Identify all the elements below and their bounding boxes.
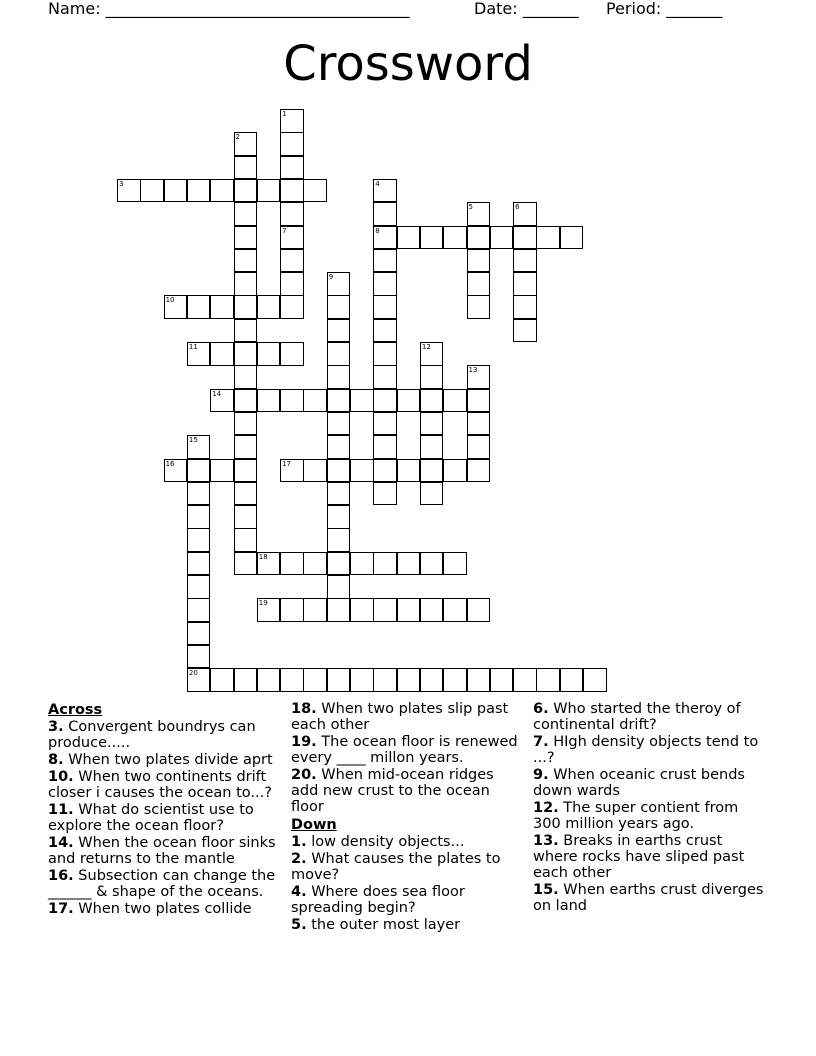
grid-cell[interactable] xyxy=(234,319,258,343)
grid-cell[interactable] xyxy=(350,552,374,576)
grid-cell[interactable] xyxy=(513,226,537,250)
cell-number: 4 xyxy=(375,179,380,188)
grid-cell[interactable] xyxy=(373,598,397,622)
clue-down-5: 5. the outer most layer xyxy=(291,917,461,933)
cell-number: 10 xyxy=(165,296,175,305)
clue-across-14: 14. When the ocean floor sinks and returns to the mantle xyxy=(48,835,276,867)
grid-cell[interactable] xyxy=(327,319,351,343)
grid-cell[interactable] xyxy=(467,365,491,389)
down-heading: Down xyxy=(291,817,337,833)
grid-cell[interactable] xyxy=(187,552,211,576)
cell-number: 3 xyxy=(119,179,124,188)
grid-cell[interactable] xyxy=(140,179,164,203)
grid-cell[interactable] xyxy=(327,459,351,483)
grid-cell[interactable] xyxy=(303,552,327,576)
grid-cell[interactable] xyxy=(234,365,258,389)
grid-cell[interactable] xyxy=(443,552,467,576)
grid-cell[interactable] xyxy=(257,342,281,366)
grid-cell[interactable] xyxy=(327,482,351,506)
grid-cell[interactable] xyxy=(327,575,351,599)
grid-cell[interactable] xyxy=(327,435,351,459)
clue-across-19: 19. The ocean floor is renewed every ____ millon years. xyxy=(291,734,518,766)
cell-number: 16 xyxy=(165,459,175,468)
cell-number: 5 xyxy=(468,203,473,212)
grid-cell[interactable] xyxy=(420,552,444,576)
grid-cell[interactable] xyxy=(373,342,397,366)
grid-cell[interactable] xyxy=(210,389,234,413)
clue-down-7: 7. HIgh density objects tend to ...? xyxy=(533,734,759,766)
grid-cell[interactable] xyxy=(327,668,351,692)
grid-cell[interactable] xyxy=(234,272,258,296)
grid-cell[interactable] xyxy=(187,459,211,483)
grid-cell[interactable] xyxy=(373,202,397,226)
grid-cell[interactable] xyxy=(164,179,188,203)
grid-cell[interactable] xyxy=(583,668,607,692)
period-field-label[interactable]: Period: _______ xyxy=(606,0,723,18)
grid-cell[interactable] xyxy=(257,295,281,319)
grid-cell[interactable] xyxy=(373,319,397,343)
clue-across-8: 8. When two plates divide aprt xyxy=(48,752,273,768)
grid-cell[interactable] xyxy=(210,295,234,319)
cell-number: 12 xyxy=(421,343,431,351)
grid-cell[interactable] xyxy=(513,295,537,319)
grid-cell[interactable] xyxy=(513,249,537,273)
grid-cell[interactable] xyxy=(443,389,467,413)
grid-cell[interactable] xyxy=(327,598,351,622)
grid-cell[interactable] xyxy=(210,668,234,692)
grid-cell[interactable] xyxy=(187,622,211,646)
grid-cell[interactable] xyxy=(420,482,444,506)
grid-cell[interactable] xyxy=(280,389,304,413)
grid-cell[interactable] xyxy=(234,202,258,226)
grid-cell[interactable] xyxy=(420,365,444,389)
grid-cell[interactable] xyxy=(467,598,491,622)
grid-cell[interactable] xyxy=(397,459,421,483)
grid-cell[interactable] xyxy=(350,389,374,413)
grid-cell[interactable] xyxy=(303,598,327,622)
clue-across-16: 16. Subsection can change the ______ & shape of the oceans. xyxy=(48,868,276,900)
grid-cell[interactable] xyxy=(280,179,304,203)
grid-cell[interactable] xyxy=(280,459,304,483)
grid-cell[interactable] xyxy=(280,156,304,180)
grid-cell[interactable] xyxy=(210,342,234,366)
grid-cell[interactable] xyxy=(257,598,281,622)
clue-across-18: 18. When two plates slip past each other xyxy=(291,701,509,733)
clue-across-10: 10. When two continents drift closer i causes the ocean to...? xyxy=(48,769,272,801)
grid-cell[interactable] xyxy=(303,179,327,203)
grid-cell[interactable] xyxy=(280,249,304,273)
grid-cell[interactable] xyxy=(327,272,351,296)
date-field-label[interactable]: Date: _______ xyxy=(474,0,579,18)
cell-number: 15 xyxy=(188,436,198,445)
grid-cell[interactable] xyxy=(280,226,304,250)
grid-cell[interactable] xyxy=(280,132,304,156)
grid-cell[interactable] xyxy=(234,412,258,436)
grid-cell[interactable] xyxy=(536,226,560,250)
grid-cell[interactable] xyxy=(234,435,258,459)
grid-cell[interactable] xyxy=(187,528,211,552)
grid-cell[interactable] xyxy=(234,389,258,413)
clue-down-1: 1. low density objects... xyxy=(291,834,465,850)
grid-cell[interactable] xyxy=(513,272,537,296)
grid-cell[interactable] xyxy=(280,202,304,226)
grid-cell[interactable] xyxy=(420,226,444,250)
grid-cell[interactable] xyxy=(187,505,211,529)
grid-cell[interactable] xyxy=(187,435,211,459)
grid-cell[interactable] xyxy=(397,552,421,576)
grid-cell[interactable] xyxy=(373,365,397,389)
cell-number: 7 xyxy=(282,226,287,235)
grid-cell[interactable] xyxy=(397,668,421,692)
grid-cell[interactable] xyxy=(397,389,421,413)
grid-cell[interactable] xyxy=(234,226,258,250)
grid-cell[interactable] xyxy=(467,389,491,413)
clue-down-13: 13. Breaks in earths crust where rocks have sliped past each other xyxy=(533,833,745,881)
grid-cell[interactable] xyxy=(467,249,491,273)
clue-down-6: 6. Who started the theroy of continental drift? xyxy=(533,701,741,733)
grid-cell[interactable] xyxy=(373,179,397,203)
grid-cell[interactable] xyxy=(467,435,491,459)
cell-number: 17 xyxy=(282,459,292,468)
grid-cell[interactable] xyxy=(234,552,258,576)
cell-number: 19 xyxy=(258,599,268,608)
grid-cell[interactable] xyxy=(443,226,467,250)
clues-column-3 xyxy=(533,700,769,914)
grid-cell[interactable] xyxy=(350,459,374,483)
grid-cell[interactable] xyxy=(280,109,304,133)
grid-cell[interactable] xyxy=(164,295,188,319)
grid-cell[interactable] xyxy=(234,249,258,273)
grid-cell[interactable] xyxy=(373,249,397,273)
grid-cell[interactable] xyxy=(187,482,211,506)
grid-cell[interactable] xyxy=(373,459,397,483)
grid-cell[interactable] xyxy=(164,459,188,483)
cell-number: 2 xyxy=(235,133,240,142)
grid-cell[interactable] xyxy=(467,412,491,436)
grid-cell[interactable] xyxy=(187,295,211,319)
grid-cell[interactable] xyxy=(373,295,397,319)
grid-cell[interactable] xyxy=(373,482,397,506)
grid-cell[interactable] xyxy=(373,668,397,692)
grid-cell[interactable] xyxy=(560,226,584,250)
grid-cell[interactable] xyxy=(560,668,584,692)
grid-cell[interactable] xyxy=(373,552,397,576)
grid-cell[interactable] xyxy=(443,668,467,692)
grid-cell[interactable] xyxy=(257,552,281,576)
grid-cell[interactable] xyxy=(257,668,281,692)
grid-cell[interactable] xyxy=(420,435,444,459)
grid-cell[interactable] xyxy=(397,226,421,250)
clues-column-1 xyxy=(48,700,284,917)
clue-down-2: 2. What causes the plates to move? xyxy=(291,851,501,883)
clue-down-12: 12. The super contient from 300 million years ago. xyxy=(533,800,739,832)
grid-cell[interactable] xyxy=(234,132,258,156)
grid-cell[interactable] xyxy=(234,459,258,483)
grid-cell[interactable] xyxy=(350,668,374,692)
grid-cell[interactable] xyxy=(257,179,281,203)
grid-cell[interactable] xyxy=(327,505,351,529)
grid-cell[interactable] xyxy=(234,179,258,203)
grid-cell[interactable] xyxy=(373,272,397,296)
cell-number: 8 xyxy=(375,226,380,235)
cell-number: 11 xyxy=(188,343,198,351)
grid-cell[interactable] xyxy=(280,552,304,576)
across-heading: Across xyxy=(48,702,103,718)
grid-cell[interactable] xyxy=(234,668,258,692)
grid-cell[interactable] xyxy=(234,528,258,552)
clues-column-2 xyxy=(291,700,521,933)
grid-cell[interactable] xyxy=(280,342,304,366)
cell-number: 1 xyxy=(282,110,287,118)
grid-cell[interactable] xyxy=(513,319,537,343)
grid-cell[interactable] xyxy=(490,668,514,692)
grid-cell[interactable] xyxy=(467,272,491,296)
grid-cell[interactable] xyxy=(280,668,304,692)
grid-cell[interactable] xyxy=(234,342,258,366)
grid-cell[interactable] xyxy=(513,668,537,692)
grid-cell[interactable] xyxy=(187,179,211,203)
cell-number: 9 xyxy=(328,273,334,282)
grid-cell[interactable] xyxy=(467,202,491,226)
grid-cell[interactable] xyxy=(373,226,397,250)
cell-number: 20 xyxy=(188,669,198,678)
grid-cell[interactable] xyxy=(187,668,211,692)
cell-number: 18 xyxy=(258,552,268,561)
clue-down-4: 4. Where does sea floor spreading begin? xyxy=(291,884,465,916)
page-title: Crossword xyxy=(283,36,533,92)
grid-cell[interactable] xyxy=(210,179,234,203)
grid-cell[interactable] xyxy=(467,295,491,319)
grid-cell[interactable] xyxy=(187,342,211,366)
grid-cell[interactable] xyxy=(187,598,211,622)
grid-cell[interactable] xyxy=(327,365,351,389)
clue-down-9: 9. When oceanic crust bends down wards xyxy=(533,767,745,799)
name-field-label[interactable]: Name: ______________________________________ xyxy=(48,0,410,18)
cell-number: 14 xyxy=(212,389,222,398)
grid-cell[interactable] xyxy=(187,575,211,599)
clue-across-17: 17. When two plates collide xyxy=(48,901,252,917)
grid-cell[interactable] xyxy=(303,668,327,692)
grid-cell[interactable] xyxy=(117,179,141,203)
clue-across-20: 20. When mid-ocean ridges add new crust to the ocean floor xyxy=(291,767,494,815)
grid-cell[interactable] xyxy=(234,505,258,529)
grid-cell[interactable] xyxy=(280,272,304,296)
grid-cell[interactable] xyxy=(350,598,374,622)
grid-cell[interactable] xyxy=(420,668,444,692)
grid-cell[interactable] xyxy=(257,389,281,413)
grid-cell[interactable] xyxy=(467,668,491,692)
grid-cell[interactable] xyxy=(373,389,397,413)
grid-cell[interactable] xyxy=(467,459,491,483)
grid-cell[interactable] xyxy=(373,412,397,436)
grid-cell[interactable] xyxy=(303,459,327,483)
grid-cell[interactable] xyxy=(397,598,421,622)
clue-across-11: 11. What do scientist use to explore the ocean floor? xyxy=(48,802,254,834)
grid-cell[interactable] xyxy=(327,295,351,319)
grid-cell[interactable] xyxy=(536,668,560,692)
grid-cell[interactable] xyxy=(373,435,397,459)
grid-cell[interactable] xyxy=(303,389,327,413)
grid-cell[interactable] xyxy=(443,598,467,622)
grid-cell[interactable] xyxy=(420,342,444,366)
grid-cell[interactable] xyxy=(327,342,351,366)
cell-number: 13 xyxy=(468,366,478,375)
grid-cell[interactable] xyxy=(327,412,351,436)
grid-cell[interactable] xyxy=(327,552,351,576)
grid-cell[interactable] xyxy=(443,459,467,483)
grid-cell[interactable] xyxy=(280,295,304,319)
grid-cell[interactable] xyxy=(327,528,351,552)
cell-number: 6 xyxy=(515,203,520,212)
grid-cell[interactable] xyxy=(234,482,258,506)
grid-cell[interactable] xyxy=(467,226,491,250)
clue-across-3: 3. Convergent boundrys can produce..... xyxy=(48,719,256,751)
grid-cell[interactable] xyxy=(187,645,211,669)
grid-cell[interactable] xyxy=(327,389,351,413)
grid-cell[interactable] xyxy=(420,412,444,436)
grid-cell[interactable] xyxy=(234,156,258,180)
grid-cell[interactable] xyxy=(490,226,514,250)
grid-cell[interactable] xyxy=(210,459,234,483)
grid-cell[interactable] xyxy=(513,202,537,226)
clue-down-15: 15. When earths crust diverges on land xyxy=(533,882,764,914)
grid-cell[interactable] xyxy=(280,598,304,622)
grid-cell[interactable] xyxy=(420,598,444,622)
grid-cell[interactable] xyxy=(420,389,444,413)
grid-cell[interactable] xyxy=(420,459,444,483)
grid-cell[interactable] xyxy=(234,295,258,319)
